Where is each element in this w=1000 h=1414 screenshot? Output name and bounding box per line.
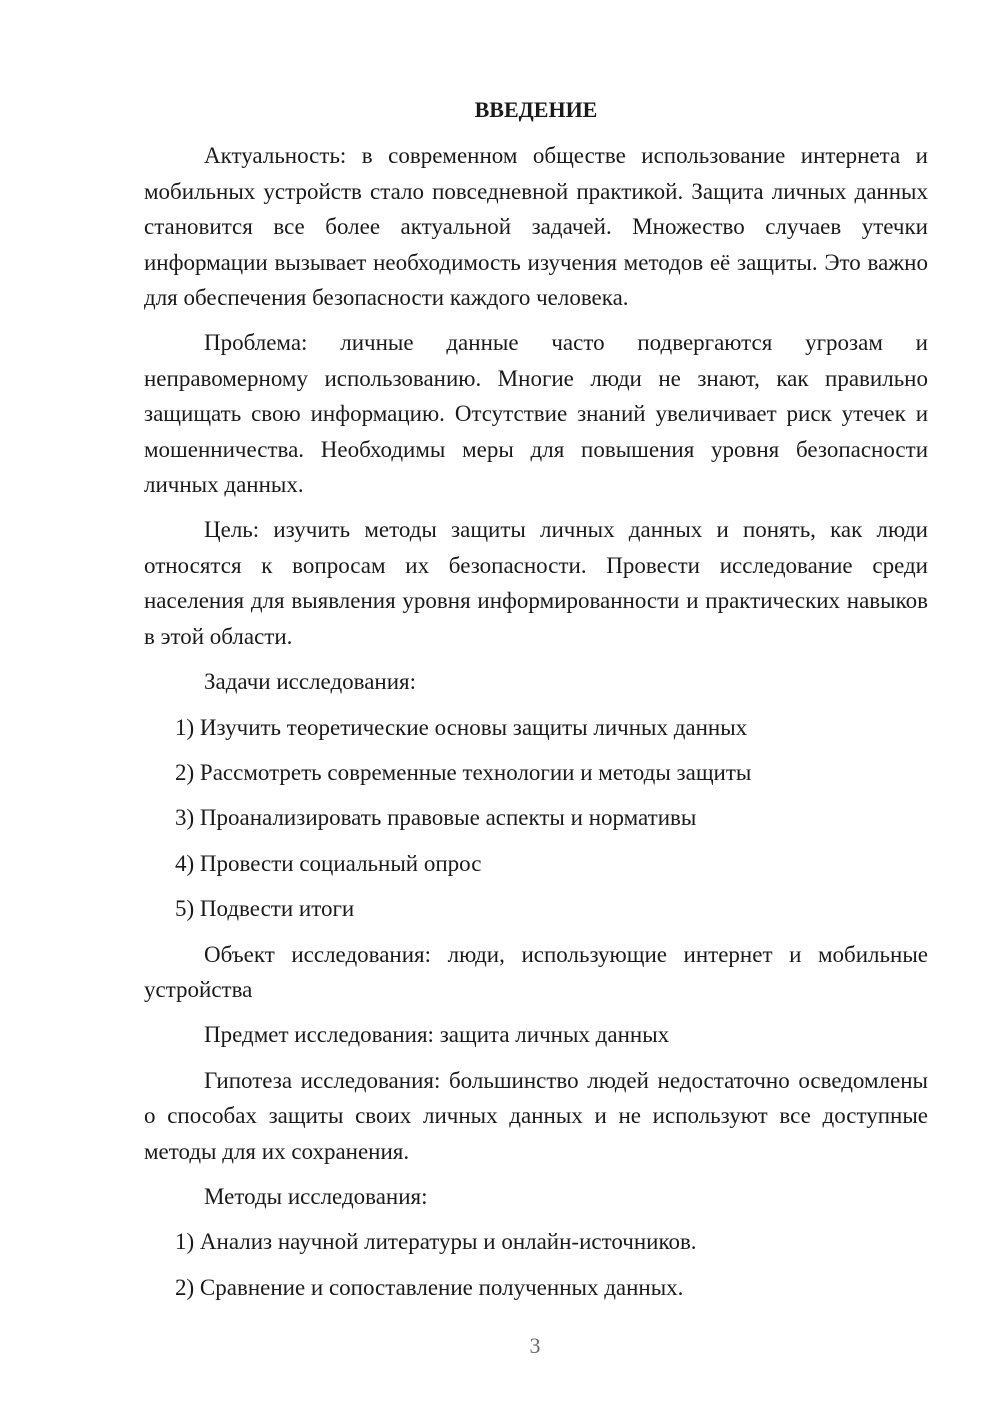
method-item: 1) Анализ научной литературы и онлайн-источников. bbox=[175, 1229, 697, 1255]
section-heading: ВВЕДЕНИЕ bbox=[474, 97, 598, 122]
relevance-paragraph: Актуальность: в современном обществе использование интернета и мобильных устройств стало повседневной практикой. Защита личных данных становится все более актуальной задачей. Множество случаев утечки информации вызывает необходимость изучения методов её защиты. Это важно для обеспечения безопасности каждого человека. bbox=[144, 143, 928, 311]
task-item: 1) Изучить теоретические основы защиты личных данных bbox=[175, 714, 748, 740]
task-item: 4) Провести социальный опрос bbox=[175, 850, 482, 876]
method-item: 2) Сравнение и сопоставление полученных данных. bbox=[175, 1274, 684, 1300]
subject-paragraph: Предмет исследования: защита личных данных bbox=[204, 1022, 670, 1048]
object-paragraph: Объект исследования: люди, использующие интернет и мобильные устройства bbox=[144, 941, 928, 1002]
task-item: 2) Рассмотреть современные технологии и методы защиты bbox=[175, 759, 752, 785]
task-item: 3) Проанализировать правовые аспекты и нормативы bbox=[175, 805, 697, 831]
page-number: 3 bbox=[529, 1333, 541, 1358]
document-page bbox=[144, 92, 928, 1305]
task-item: 5) Подвести итоги bbox=[175, 896, 355, 922]
hypothesis-paragraph: Гипотеза исследования: большинство людей недостаточно осведомлены о способах защиты своих личных данных и не используют все доступные методы для их сохранения. bbox=[144, 1067, 928, 1164]
problem-paragraph: Проблема: личные данные часто подвергаются угрозам и неправомерному использованию. Многие люди не знают, как правильно защищать свою информацию. Отсутствие знаний увеличивает риск утечек и мошенничества. Необходимы меры для повышения уровня безопасности личных данных. bbox=[144, 330, 928, 498]
tasks-title: Задачи исследования: bbox=[204, 669, 417, 695]
goal-paragraph: Цель: изучить методы защиты личных данных и понять, как люди относятся к вопросам их безопасности. Провести исследование среди населения для выявления уровня информированности и практических навыков в этой области. bbox=[144, 517, 928, 649]
methods-title: Методы исследования: bbox=[204, 1183, 428, 1209]
